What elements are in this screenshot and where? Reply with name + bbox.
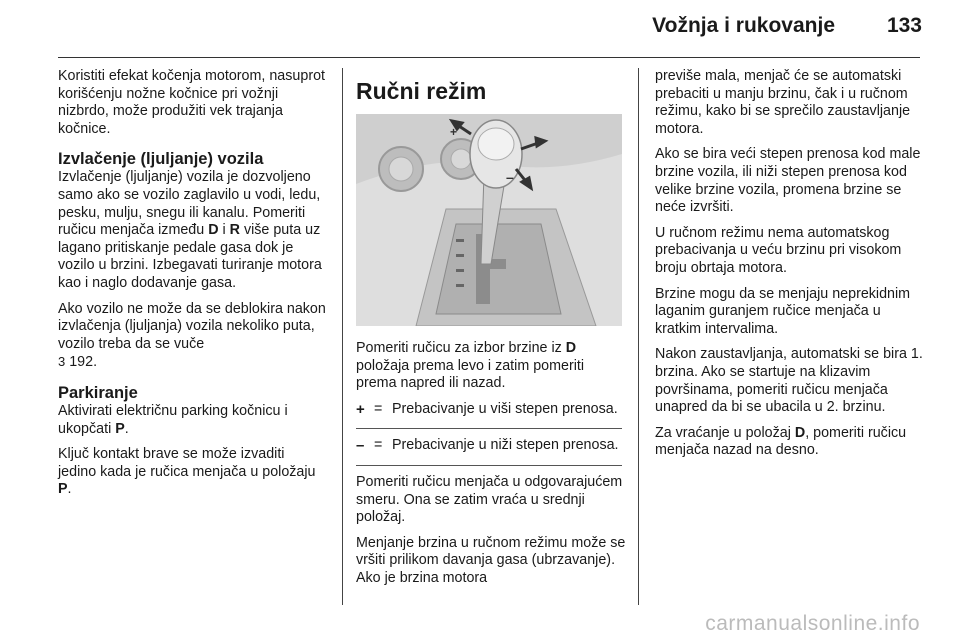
manual-mode-paragraph-3: Menjanje brzina u ručnom režimu može se vršiti prilikom davanja gasa (ubrzavanje). Ako je brzina motora (356, 534, 626, 586)
column-middle (356, 78, 626, 596)
minus-icon: – (356, 437, 365, 455)
right-paragraph-1: previše mala, menjač će se automatski prebaciti u manju brzinu, čak i u ručnom režimu, kako bi se sprečilo zaustavljanje motora. (655, 68, 911, 137)
legend-text-downshift: Prebacivanje u niži stepen prenosa. (392, 437, 619, 454)
legend-equals: = (374, 400, 383, 417)
manual-mode-paragraph-2: Pomeriti ručicu menjača u odgovarajućem smeru. Ona se zatim vraća u srednji položaj. (356, 473, 623, 526)
section-heading-rocking: Izvlačenje (ljuljanje) vozila (58, 150, 264, 169)
section-heading-parking: Parkiranje (58, 383, 138, 402)
gear-selector-illustration (356, 114, 622, 326)
column-divider-1 (342, 68, 343, 605)
parking-paragraph-1: Aktivirati električnu parking kočnicu i ukopčati P. (58, 402, 288, 437)
page-reference-link[interactable]: 192. (69, 354, 98, 371)
svg-text:+: + (450, 125, 458, 139)
page-number: 133 (886, 14, 922, 37)
intro-paragraph: Koristiti efekat kočenja motorom, nasuprot korišćenju nožne kočnice pri vožnji nizbrdo, može produžiti vek trajanja kočnice. (58, 68, 325, 137)
right-paragraph-3: U ručnom režimu nema automatskog prebacivanja u veću brzinu pri visokom broju obrtaja motora. (655, 224, 902, 276)
legend-divider (356, 428, 622, 429)
column-right (655, 68, 923, 468)
right-paragraph-6: Za vraćanje u položaj D, pomeriti ručicu menjača nazad na desno. (655, 424, 907, 459)
svg-text:–: – (506, 169, 514, 185)
column-left (58, 68, 326, 507)
legend-divider (356, 465, 622, 466)
legend-downshift (356, 437, 626, 455)
rocking-paragraph-1: Izvlačenje (ljuljanje) vozila je dozvoljeno samo ako se vozilo zaglavilo u vodi, ledu, pesku, mulju, snegu ili kanalu. Pomeriti ručicu menjača između D i R više puta uz lagano pritiskanje pedale gasa dok je vozilo u brzini. Izbegavati turiranje motora kao i naglo dodavanje gasa. (58, 169, 322, 291)
right-paragraph-4: Brzine mogu da se menjaju neprekidnim laganim guranjem ručice menjača u kratkim intervalima. (655, 285, 911, 337)
rocking-paragraph-2: Ako vozilo ne može da se deblokira nakon izvlačenja (ljuljanja) vozila nekoliko puta, vozilo treba da se vuče 3 192. (58, 300, 326, 371)
parking-paragraph-2: Ključ kontakt brave se može izvaditi jedino kada je ručica menjača u položaju P. (58, 446, 316, 498)
legend-equals: = (374, 437, 383, 454)
header-divider (58, 57, 920, 58)
plus-icon: + (356, 400, 365, 418)
right-paragraph-5: Nakon zaustavljanja, automatski se bira 1. brzina. Ako se startuje na klizavim površinama, pomeriti ručicu menjača unapred da bi se ubacila u 2. brzinu. (655, 346, 923, 416)
section-heading-manual-mode: Ručni režim (356, 78, 487, 104)
page-header-title: Vožnja i rukovanje (652, 14, 835, 37)
legend-text-upshift: Prebacivanje u viši stepen prenosa. (392, 400, 618, 417)
gear-shifter-drawing (356, 114, 622, 326)
page-reference-icon: 3 (58, 354, 66, 370)
legend-upshift (356, 401, 626, 419)
watermark: carmanualsonline.info (705, 612, 920, 635)
manual-mode-paragraph-1: Pomeriti ručicu za izbor brzine iz D položaja prema levo i zatim pomeriti prema napred ili nazad. (356, 340, 585, 392)
right-paragraph-2: Ako se bira veći stepen prenosa kod male brzine vozila, ili niži stepen prenosa kod velike brzine vozila, promena brzine se neće izvršiti. (655, 146, 921, 216)
column-divider-2 (638, 68, 639, 605)
